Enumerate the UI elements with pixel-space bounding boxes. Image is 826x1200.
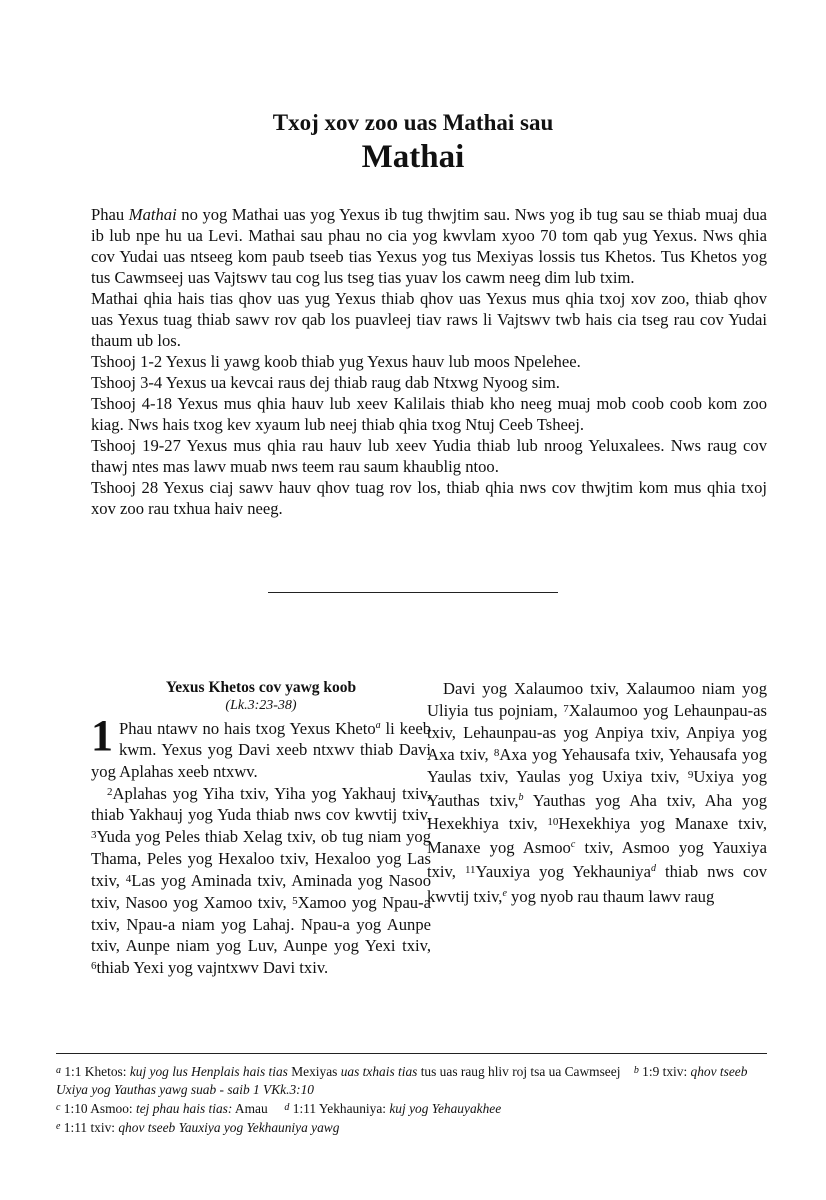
verse-text: Phau ntawv no hais txog Yexus Kheto [119,719,376,738]
verse-text: Uxiya yog Yauthas txiv, [427,767,768,811]
intro-outline-item: Tshooj 19-27 Yexus mus qhia rau hauv lub xeev Yudia thiab lub nroog Yeluxalees. Nws raug cov thawj ntes mas lawv muab nws teem rau saum khaublig ntoo. [91,436,767,476]
verse-number: 6 [91,960,97,973]
book-title: Mathai [361,139,465,175]
intro-outline-item: Tshooj 3-4 Yexus ua kevcai raus dej thiab raug dab Ntxwg Nyoog sim. [91,373,560,392]
verse-text: thiab Yexi yog vajntxwv Davi txiv. [96,958,329,978]
verse-text: Hexekhiya yog Manaxe txiv, Manaxe yog Asmoo [427,813,767,858]
footnote-text: Amau [232,1101,268,1116]
footnote [56,1062,776,1099]
verse-text: Yauthas yog Aha txiv, Aha yog Hexekhiya txiv, [427,791,767,833]
verse-text: Axa yog Yehausafa txiv, Yehausafa yog Yaulas txiv, Yaulas yog Uxiya txiv, [427,744,768,787]
footnote-letter: e [56,1121,61,1132]
verse-text: Xamoo yog Npau-a txiv, Npau-a niam yog Lahaj. Npau-a yog Aunpe txiv, Aunpe niam yog Luv, Aunpe yog Yexi txiv, [91,893,431,955]
text-column-right [427,678,767,907]
verse-paragraph [91,782,431,979]
verse-number: 5 [292,895,298,908]
verse-number: 9 [687,769,694,782]
footnote-marker[interactable]: e [502,887,507,899]
footnote-letter: b [633,1065,639,1076]
verse-number: 11 [464,864,476,877]
verse-text: Aplahas yog Yiha txiv, Yiha yog Yakhauj txiv, thiab Yakhauj yog Yuda thiab nws cov kwvtij txiv, [91,783,431,825]
footnotes [56,1062,776,1137]
section-heading: Yexus Khetos cov yawg koob [165,679,357,696]
verse-number: 10 [547,815,559,828]
verse-text: li keeb kwm. Yexus yog Davi xeeb ntxwv thiab Davi yog Aplahas xeeb ntxwv. [91,719,432,781]
footnote-marker[interactable]: b [518,792,524,804]
footnote-letter: a [56,1065,61,1076]
verse-number: 3 [91,829,97,842]
intro-book-name: Mathai [128,205,177,224]
section-divider [268,592,558,593]
intro-paragraph: Mathai qhia hais tias qhov uas yug Yexus thiab qhov uas Yexus mus qhia txoj xov zoo, thiab qhov uas Yexus tuag thiab sawv rov qab los puavleej tiav raws li Vajtswv twb hais cia tseg rau cov Yudai thaum ub los. [91,289,767,350]
footnote-text: tus uas raug hliv roj tsa ua Cawmseej [417,1064,621,1079]
verse-text: Xalaumoo yog Lehaunpau-as txiv, Lehaunpau-as yog Anpiya txiv, Anpiya yog Axa txiv, [427,701,767,764]
intro-text: no yog Mathai uas yog Yexus ib tug thwjtim sau. Nws yog ib tug sau se thiab muaj dua ib lub npe hu ua Levi. Mathai sau phau no cia yog kwvlam xyoo 70 tom qab yug Yexus. Nws qhia cov Yudai uas ntseeg kom paub tseeb tias Yexus yog tus Mexiyas lossis tus Khetos. Tus Khetos yog tus Cawmseej uas Vajtswv tau cog lus tseg tias yuav los cawm neeg dim lub txim. [91,205,767,287]
verse-text: Davi yog Xalaumoo txiv, Xalaumoo niam yog Uliyia tus pojniam, [427,679,767,721]
footnote-text: uas txhais tias [340,1064,418,1079]
book-subtitle: Txoj xov zoo uas Mathai sau [272,110,554,135]
verse-text: yog nyob rau thaum lawv raug [506,886,715,906]
footnote-ref: 1:9 txiv: [638,1064,691,1079]
verse-number: 2 [107,785,113,798]
verse-text: Yauxiya yog Yekhauniya [475,862,651,882]
intro-outline-item: Tshooj 4-18 Yexus mus qhia hauv lub xeev Kalilais thiab kho neeg muaj mob coob coob kom zoo kiag. Nws hais txog kev xyaum lub neej thiab qhia txog Ntuj Ceeb Tsheej. [91,394,767,434]
footnote-text: qhov tseeb Yauxiya yog Yekhauniya yawg [118,1120,340,1135]
verse-text: txiv, Asmoo yog Yauxiya txiv, [427,838,767,882]
intro-paragraph [91,204,767,288]
footnote [56,1118,776,1137]
section-cross-reference: (Lk.3:23-38) [225,698,297,713]
footnote-divider [56,1053,767,1054]
book-title-block [0,108,826,176]
footnote-ref: 1:11 txiv: [60,1120,119,1135]
footnote-marker[interactable]: d [650,863,656,875]
verse-number: 8 [493,746,500,759]
footnote-text: qhov tseeb Uxiya yog Yauthas yawg suab - saib 1 VKk.3:10 [56,1064,748,1097]
verse-paragraph [91,711,432,782]
verse-text: Las yog Aminada txiv, Aminada yog Nasoo txiv, Nasoo yog Xamoo txiv, [91,871,431,913]
footnote-marker[interactable]: a [375,720,381,731]
footnote-ref: 1:10 Asmoo: [60,1101,136,1116]
intro-outline-item: Tshooj 1-2 Yexus li yawg koob thiab yug Yexus hauv lub moos Npelehee. [91,352,581,371]
footnote-letter: d [284,1102,290,1113]
verse-text: Yuda yog Peles thiab Xelag txiv, ob tug niam yog Thama, Peles yog Hexaloo txiv, Hexaloo yog Las txiv, [91,827,431,891]
footnote [56,1099,776,1118]
footnote-marker[interactable]: c [570,839,576,851]
text-column-left [91,678,431,979]
footnote-text: kuj yog lus Henplais hais tias [129,1064,288,1079]
verse-number: 4 [125,873,132,886]
footnote-ref: 1:1 Khetos: [61,1064,130,1079]
verse-number: 7 [563,703,569,716]
footnote-text: kuj yog Yehauyakhee [389,1101,502,1116]
footnote-text: Mexiyas [287,1064,341,1079]
footnote-text: tej phau hais tias: [135,1101,233,1116]
intro-outline-item: Tshooj 28 Yexus ciaj sawv hauv qhov tuag rov los, thiab qhia nws cov thwjtim kom mus qhia txoj xov zoo rau txhua haiv neeg. [91,478,767,518]
footnote-letter: c [56,1102,61,1113]
footnote-ref: 1:11 Yekhauniya: [289,1101,390,1116]
chapter-number: 1 [91,711,113,760]
book-introduction [91,204,767,519]
verse-paragraph [427,678,767,907]
verse-text: thiab nws cov kwvtij txiv, [427,862,767,906]
intro-text: Phau [91,205,129,224]
